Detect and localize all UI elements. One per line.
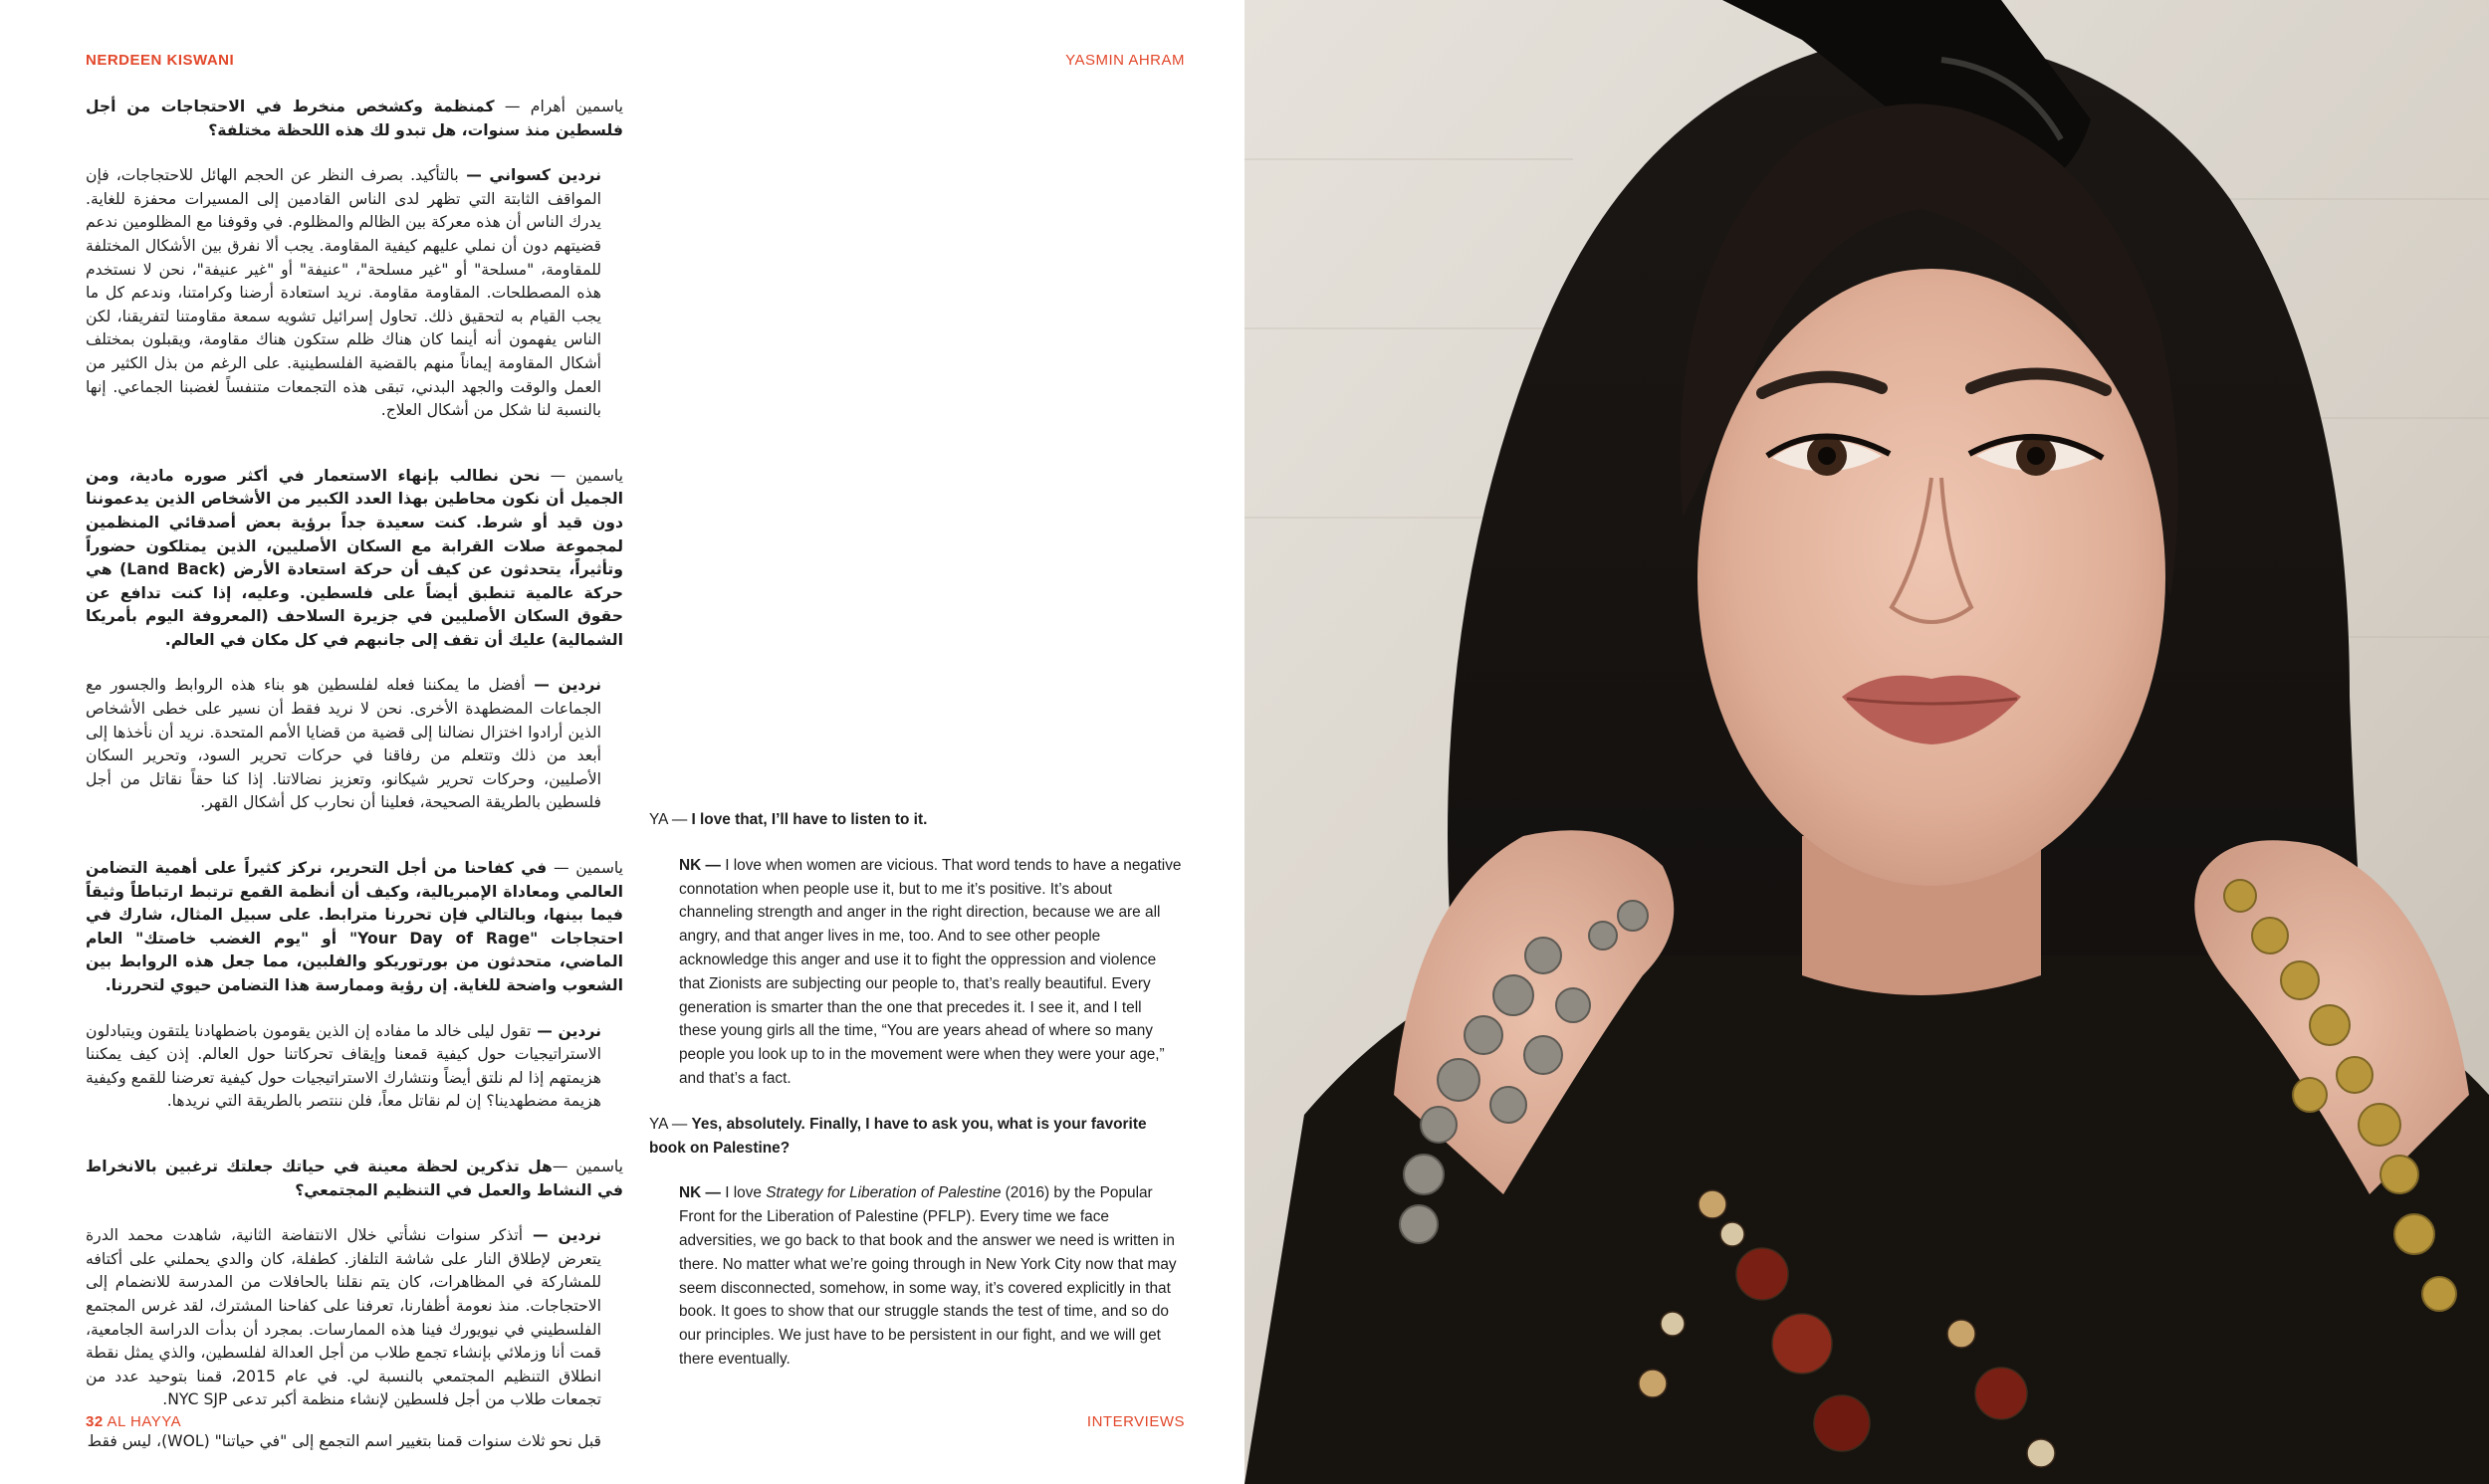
arabic-question-4: ياسمين —هل تذكرين لحظة معينة في حياتك جعلتك ترغبين بالانخراط في النشاط والعمل في التنظيم المجتمعي؟: [86, 1157, 623, 1199]
arabic-question-1: ياسمين أهرام — كمنظمة وكشخص منخرط في الاحتجاجات من أجل فلسطين منذ سنوات، هل تبدو لك هذه اللحظة مختلفة؟: [86, 98, 623, 139]
arabic-answer-1: نردين كسواني — بالتأكيد. بصرف النظر عن الحجم الهائل للاحتجاجات، فإن المواقف الثابتة التي تظهر لدى الناس القادمين إلى المسيرات محفزة للغاية. يدرك الناس أن هذه معركة بين الظالم والمظلوم. في وقوفنا مع المظلومين ندعم قضيتهم دون أن نملي عليهم كيفية المقاومة. يجب ألا نفرق بين الأشكال المختلفة للمقاومة، "مسلحة" أو "غير مسلحة"، "عنيفة" أو "غير عنيفة"، نحن لا نستخدم هذه المصطلحات. المقاومة مقاومة. نريد استعادة أرضنا وكرامتنا، وندعم كل ما يجب القيام به لتحقيق ذلك. تحاول إسرائيل تشويه سمعة مقاومتنا لتفريقنا، لكن الناس يفهمون أنه أينما كان هناك ظلم ستكون هناك مقاومة، ويقبلون بمختلف أشكال المقاومة إيماناً منهم بالقضية الفلسطينية. على الرغم من بذل الكثير من العمل والوقت والجهد البدني، تبقى هذه التجمعات متنفساً لغضبنا الجماعي. إنها بالنسبة لنا شكل من أشكال العلاج.: [86, 166, 601, 420]
arabic-answer-2: نردين — أفضل ما يمكننا فعله لفلسطين هو بناء هذه الروابط والجسور مع الجماعات المضطهدة الأخرى. نحن لا نريد فقط أن نسير على خطى الأشخاص الذين أرادوا اختزال نضالنا إلى قضية من قضايا الأمم المتحدة. نريد أن نأخذها إلى أبعد من ذلك وتتعلم من رفاقنا في حركات تحرير السود، وتحرير السكان الأصليين، وحركات تحرير شيكانو، وتعزيز نضالاتنا. إذا كنا حقاً نقاتل من أجل فلسطين بالطريقة الصحيحة، فعلينا أن نحارب كل أشكال القهر.: [86, 676, 601, 812]
face: [1697, 269, 2165, 886]
footer-section: INTERVIEWS: [1086, 1413, 1185, 1430]
arabic-answer-4: نردين — أتذكر سنوات نشأتي خلال الانتفاضة الثانية، شاهدت محمد الدرة يتعرض لإطلاق النار على شاشة التلفاز. كطفلة، كان والدي يحملني على أكتافه للمشاركة في المظاهرات، كان يتم نقلنا بالحافلات من المدرسة للانضمام إلى الاحتجاجات. منذ نعومة أظفارنا، تعرفنا على كفاحنا المشترك، لقد غرس المجتمع الفلسطيني في نيويورك فينا هذه الممارسات. بمجرد أن بدأت الدراسة الجامعية، قمت أنا وزملائي بإنشاء تجمع طلاب من أجل العدالة لفلسطين، والذي يمثل نقطة انطلاق التنظيم المجتمعي بالنسبة لي. في عام 2015، قمنا بتوحيد عدد من تجمعات طلاب من أجل فلسطين لإنشاء منظمة أكبر تدعى NYC SJP.: [86, 1226, 602, 1409]
footer-page-info: [86, 1413, 181, 1430]
english-column: [649, 808, 1183, 1372]
magazine-page: [0, 0, 1244, 1484]
english-question-2: YA — Yes, absolutely. Finally, I have to ask you, what is your favorite book on Palestine?: [649, 1115, 1147, 1157]
book-title: Strategy for Liberation of Palestine: [766, 1184, 1002, 1202]
english-answer-1: NK — I love when women are vicious. That word tends to have a negative connotation when people use it, but to me it’s positive. It’s about channeling strength and anger in the right direction, because we are all angry, and that anger lives in me, too. And to see other people acknowledge this anger and use it to fight the oppression and violence that Zionists are subjecting our people to, that’s really beautiful. Every generation is smarter than the one that precedes it. I see it, and I tell these young girls all the time, “You are years ahead of where so many people you look up to in the movement were when they were your age,” and that’s a fact.: [679, 856, 1182, 1087]
arabic-question-3: ياسمين — في كفاحنا من أجل التحرير، نركز كثيراً على أهمية التضامن العالمي ومعاداة الإمبريالية، وكيف أن أنظمة القمع ترتبط ارتباطاً وثيقاً فيما بينها، وبالتالي فإن تحررنا مترابط. على سبيل المثال، شارك في احتجاجات "Your Day of Rage" أو "يوم الغضب خاصتك" العام الماضي، متحدثون من بورتوريكو والفلبين، مما جعل هذه الروابط بين الشعوب واضحة للغاية. إن رؤية وممارسة هذا التضامن حيوي لتحررنا.: [86, 859, 624, 994]
arabic-answer-3: نردين — تقول ليلى خالد ما مفاده إن الذين يقومون باضطهادنا يلتقون ويتبادلون الاستراتيجيات حول كيفية قمعنا وإيقاف تحركاتنا حول العالم. إذن كيف يمكننا هزيمتهم إذا لم نلتق أيضاً ونتشارك الاستراتيجيات حول كيفية تعرضنا للقمع وكيفية هزيمة مضطهدينا؟ إن لم نقاتل معاً، فلن ننتصر بالطريقة التي نريدها.: [86, 1021, 601, 1111]
arabic-answer-4-continued: قبل نحو ثلاث سنوات قمنا بتغيير اسم التجمع إلى "في حياتنا" (WOL)، ليس فقط: [87, 1431, 601, 1450]
arabic-question-2: ياسمين — نحن نطالب بإنهاء الاستعمار في أكثر صوره مادية، ومن الجميل أن نكون محاطين بهذا العدد الكبير من الأشخاص الذين يدعموننا دون قيد أو شرط. كنت سعيدة جداً برؤية بعض أصدقائي المنظمين لمجموعة صلات القرابة مع السكان الأصليين، الذين يمتلكون حضوراً وتأثيراً، يتحدثون عن كيف أن حركة استعادة الأرض (Land Back) هي حركة عالمية تنطبق أيضاً على فلسطين. وعليه، إذا كنت تدافع عن حقوق السكان الأصليين في جزيرة السلاحف (المعروفة اليوم بأمريكا الشمالية) عليك أن تقف إلى جانبهم في كل مكان في العالم.: [86, 466, 623, 649]
english-answer-2: NK — I love Strategy for Liberation of Palestine (2016) by the Popular Front for the Liberation of Palestine (PFLP). Every time we face adversities, we go back to that book and the answer we need is written in there. No matter what we’re going through in New York City now that may seem disconnected, somehow, in some way, it’s covered explicitly in that book. It goes to show that our struggle stands the test of time, and so do our principles. We just have to be persistent in our fight, and we will get there eventually.: [679, 1184, 1177, 1368]
page-number: 32: [86, 1413, 104, 1430]
header-interviewer-name: YASMIN AHRAM: [1065, 52, 1185, 69]
magazine-name: AL HAYYA: [107, 1413, 182, 1430]
english-question-1: YA — I love that, I’ll have to listen to it.: [649, 811, 928, 828]
arabic-column: [86, 96, 623, 1454]
portrait-photo: [1244, 0, 2489, 1484]
header-interviewee-name: NERDEEN KISWANI: [86, 52, 235, 69]
